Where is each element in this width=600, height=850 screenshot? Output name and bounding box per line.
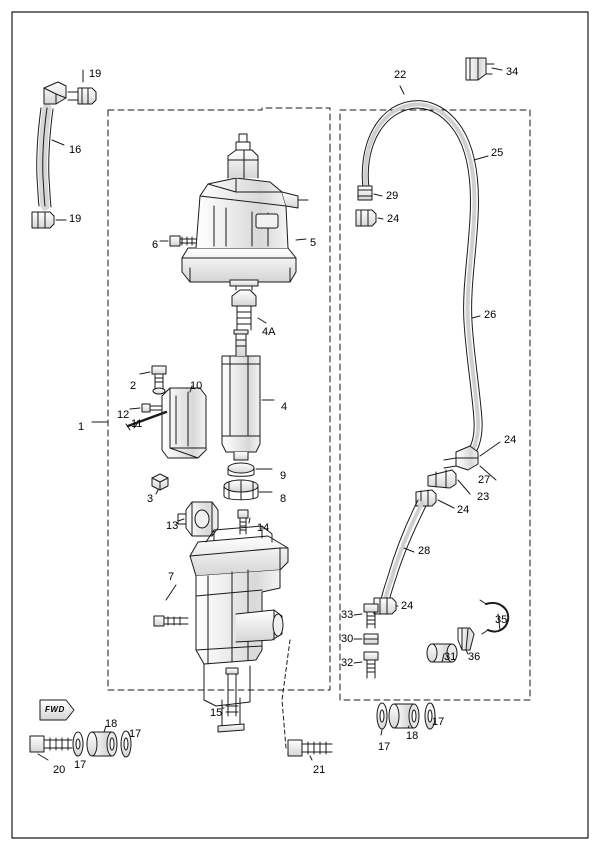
part-5-separator-cover <box>182 134 308 282</box>
callout-26: 26 <box>484 309 497 321</box>
callout-24-b: 24 <box>504 434 517 446</box>
callout-27: 27 <box>478 474 491 486</box>
part-19-clip-bottom <box>32 212 54 228</box>
callout-14: 14 <box>257 522 270 534</box>
callout-35: 35 <box>495 614 508 626</box>
callout-10: 10 <box>190 380 203 392</box>
callout-12: 12 <box>117 409 130 421</box>
leader-22 <box>400 86 404 94</box>
part-12-screw <box>142 404 162 412</box>
leader-29 <box>374 194 382 196</box>
leader-4A <box>258 318 266 323</box>
callout-33: 33 <box>341 609 354 621</box>
callout-11: 11 <box>131 418 143 430</box>
part-18-collar-b <box>389 704 419 728</box>
leader-34 <box>492 68 502 70</box>
part-10-bracket <box>162 388 206 458</box>
callout-29: 29 <box>386 190 399 202</box>
callout-15: 15 <box>210 707 223 719</box>
callout-17-c: 17 <box>378 741 391 753</box>
part-24-clamp-a <box>356 210 376 226</box>
part-7-bolt <box>154 616 188 626</box>
part-20-bolt <box>30 736 72 752</box>
part-2-screw <box>152 366 166 394</box>
part-4A-strainer <box>230 280 258 330</box>
part-8-filter <box>224 480 258 500</box>
leader-21-ref <box>282 640 290 748</box>
part-14-screw <box>238 510 248 534</box>
leader-25 <box>474 156 488 160</box>
callout-32: 32 <box>341 657 354 669</box>
fwd-direction-label: FWD <box>45 705 65 714</box>
callout-5: 5 <box>310 237 317 249</box>
leader-17c <box>381 730 382 735</box>
part-18-collar <box>87 732 117 756</box>
callout-3: 3 <box>147 493 154 505</box>
callout-28: 28 <box>418 545 431 557</box>
callout-1: 1 <box>78 421 85 433</box>
part-29-fitting <box>358 186 372 200</box>
part-27-connector <box>444 446 478 470</box>
leader-24a <box>378 218 383 219</box>
callout-13: 13 <box>166 520 179 532</box>
leader-5 <box>296 239 306 240</box>
leader-14 <box>249 518 250 523</box>
callout-8: 8 <box>280 493 287 505</box>
callout-9: 9 <box>280 470 287 482</box>
callout-17-d: 17 <box>432 716 445 728</box>
part-17-washer-a <box>73 732 83 756</box>
part-23-nipple <box>428 470 456 488</box>
part-24-clamp-b <box>416 490 436 506</box>
callout-24-d: 24 <box>401 600 414 612</box>
part-1-separator-tank <box>190 526 288 732</box>
part-3-nut <box>152 474 168 490</box>
callout-17-b: 17 <box>129 728 142 740</box>
callout-24-c: 24 <box>457 504 470 516</box>
page-border <box>12 12 588 838</box>
part-17-washer-c <box>377 703 387 729</box>
part-32-bolt <box>364 652 378 678</box>
callout-30: 30 <box>341 633 354 645</box>
callout-18-a: 18 <box>105 718 118 730</box>
part-15-bolts <box>226 668 238 716</box>
leader-16 <box>52 140 64 145</box>
callout-16: 16 <box>69 144 82 156</box>
callout-36: 36 <box>468 651 481 663</box>
callout-17-a: 17 <box>74 759 87 771</box>
leader-12 <box>130 408 140 409</box>
part-30-washer <box>364 634 378 644</box>
leader-23 <box>458 480 470 494</box>
leader-13 <box>178 519 184 521</box>
leader-33 <box>354 614 362 615</box>
callout-2: 2 <box>130 380 137 392</box>
callout-22: 22 <box>394 69 407 81</box>
part-19-clip-top <box>68 88 96 104</box>
leader-24b <box>480 442 500 456</box>
callout-19-b: 19 <box>69 213 82 225</box>
leader-7 <box>166 585 176 600</box>
callout-4: 4 <box>281 401 288 413</box>
callout-25: 25 <box>491 147 504 159</box>
part-34-clip <box>466 58 494 80</box>
part-6-screw <box>170 236 196 246</box>
leader-20 <box>38 754 48 760</box>
callout-20: 20 <box>53 764 66 776</box>
callout-23: 23 <box>477 491 490 503</box>
callout-6: 6 <box>152 239 159 251</box>
callout-18-b: 18 <box>406 730 419 742</box>
leader-2 <box>140 372 150 374</box>
callout-4A: 4A <box>262 326 276 338</box>
callout-34: 34 <box>506 66 519 78</box>
leader-3 <box>156 490 158 494</box>
callout-7: 7 <box>168 571 175 583</box>
callout-31: 31 <box>444 651 457 663</box>
callout-19-a: 19 <box>89 68 102 80</box>
part-4-fuel-pump <box>222 330 260 460</box>
leader-26 <box>472 316 480 318</box>
callout-24-a: 24 <box>387 213 400 225</box>
leader-24c <box>438 500 454 508</box>
part-36-clip <box>458 628 474 650</box>
leader-32 <box>354 662 362 663</box>
callout-21: 21 <box>313 764 326 776</box>
part-9-grommet <box>228 463 254 476</box>
part-21-bolt <box>288 740 332 756</box>
part-33-bolt <box>364 604 378 628</box>
leader-21 <box>310 756 312 760</box>
part-22-hose <box>362 101 482 460</box>
